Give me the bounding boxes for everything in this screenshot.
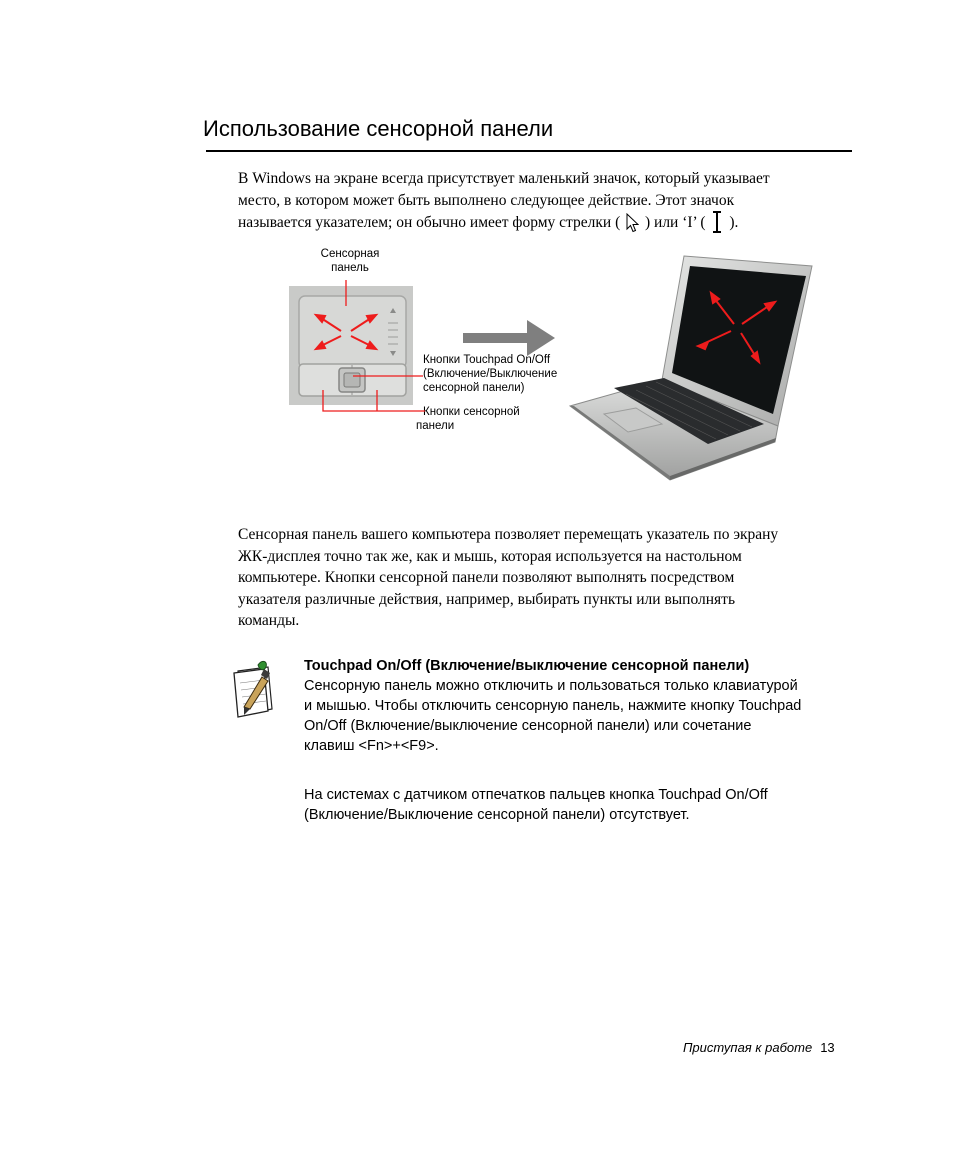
note-title: Touchpad On/Off (Включение/выключение сенсорной панели) (304, 658, 750, 674)
callout-lines (289, 280, 429, 420)
label-touchpad-buttons: Кнопки сенсорной панели (416, 406, 520, 432)
body-line: ЖК-дисплея точно так же, как и мышь, которая используется на настольном (238, 547, 742, 565)
arrow-pointer-icon (626, 213, 639, 240)
intro-line-3 (238, 211, 770, 240)
body-paragraph (238, 524, 778, 632)
ibeam-pointer-icon (711, 211, 723, 240)
note-line: (Включение/Выключение сенсорной панели) отсутствует. (304, 807, 690, 823)
note-line: и мышью. Чтобы отключить сенсорную панель, нажмите кнопку Touchpad (304, 698, 802, 714)
body-line: Сенсорная панель вашего компьютера позволяет перемещать указатель по экрану (238, 526, 779, 543)
intro-text: ). (729, 214, 739, 231)
body-line: указателя различные действия, например, выбирать пункты или выполнять (238, 590, 736, 608)
laptop-illustration (566, 254, 828, 482)
note-line: On/Off (Включение/выключение сенсорной панели) или сочетание (304, 718, 752, 734)
note-extra (304, 785, 768, 825)
note-line: Сенсорную панель можно отключить и пользоваться только клавиатурой (304, 678, 798, 694)
note-line: клавиш <Fn>+<F9>. (304, 738, 439, 754)
page-footer (683, 1040, 835, 1055)
label-touchpad: Сенсорная панель (320, 248, 380, 274)
intro-text: ) или ‘I’ ( (644, 214, 706, 231)
body-line: компьютере. Кнопки сенсорной панели позволяют выполнять посредством (238, 569, 735, 586)
note-line: На системах с датчиком отпечатков пальцев кнопка Touchpad On/Off (304, 787, 768, 803)
footer-section-name: Приступая к работе (683, 1040, 813, 1055)
intro-line: место, в котором может быть выполнено следующее действие. Этот значок (238, 191, 735, 209)
intro-text: называется указателем; он обычно имеет форму стрелки ( (238, 214, 621, 231)
note-body (304, 676, 801, 756)
label-touchpad-onoff-buttons: Кнопки Touchpad On/Off (Включение/Выключение сенсорной панели) (423, 354, 558, 394)
page-title: Использование сенсорной панели (203, 116, 554, 141)
intro-paragraph (238, 168, 770, 240)
right-arrow-icon (463, 318, 555, 358)
body-line: команды. (238, 612, 300, 629)
note-pencil-icon (232, 659, 278, 721)
intro-line: В Windows на экране всегда присутствует маленький значок, который указывает (238, 170, 770, 187)
page-number: 13 (820, 1040, 835, 1055)
title-rule (206, 150, 852, 152)
